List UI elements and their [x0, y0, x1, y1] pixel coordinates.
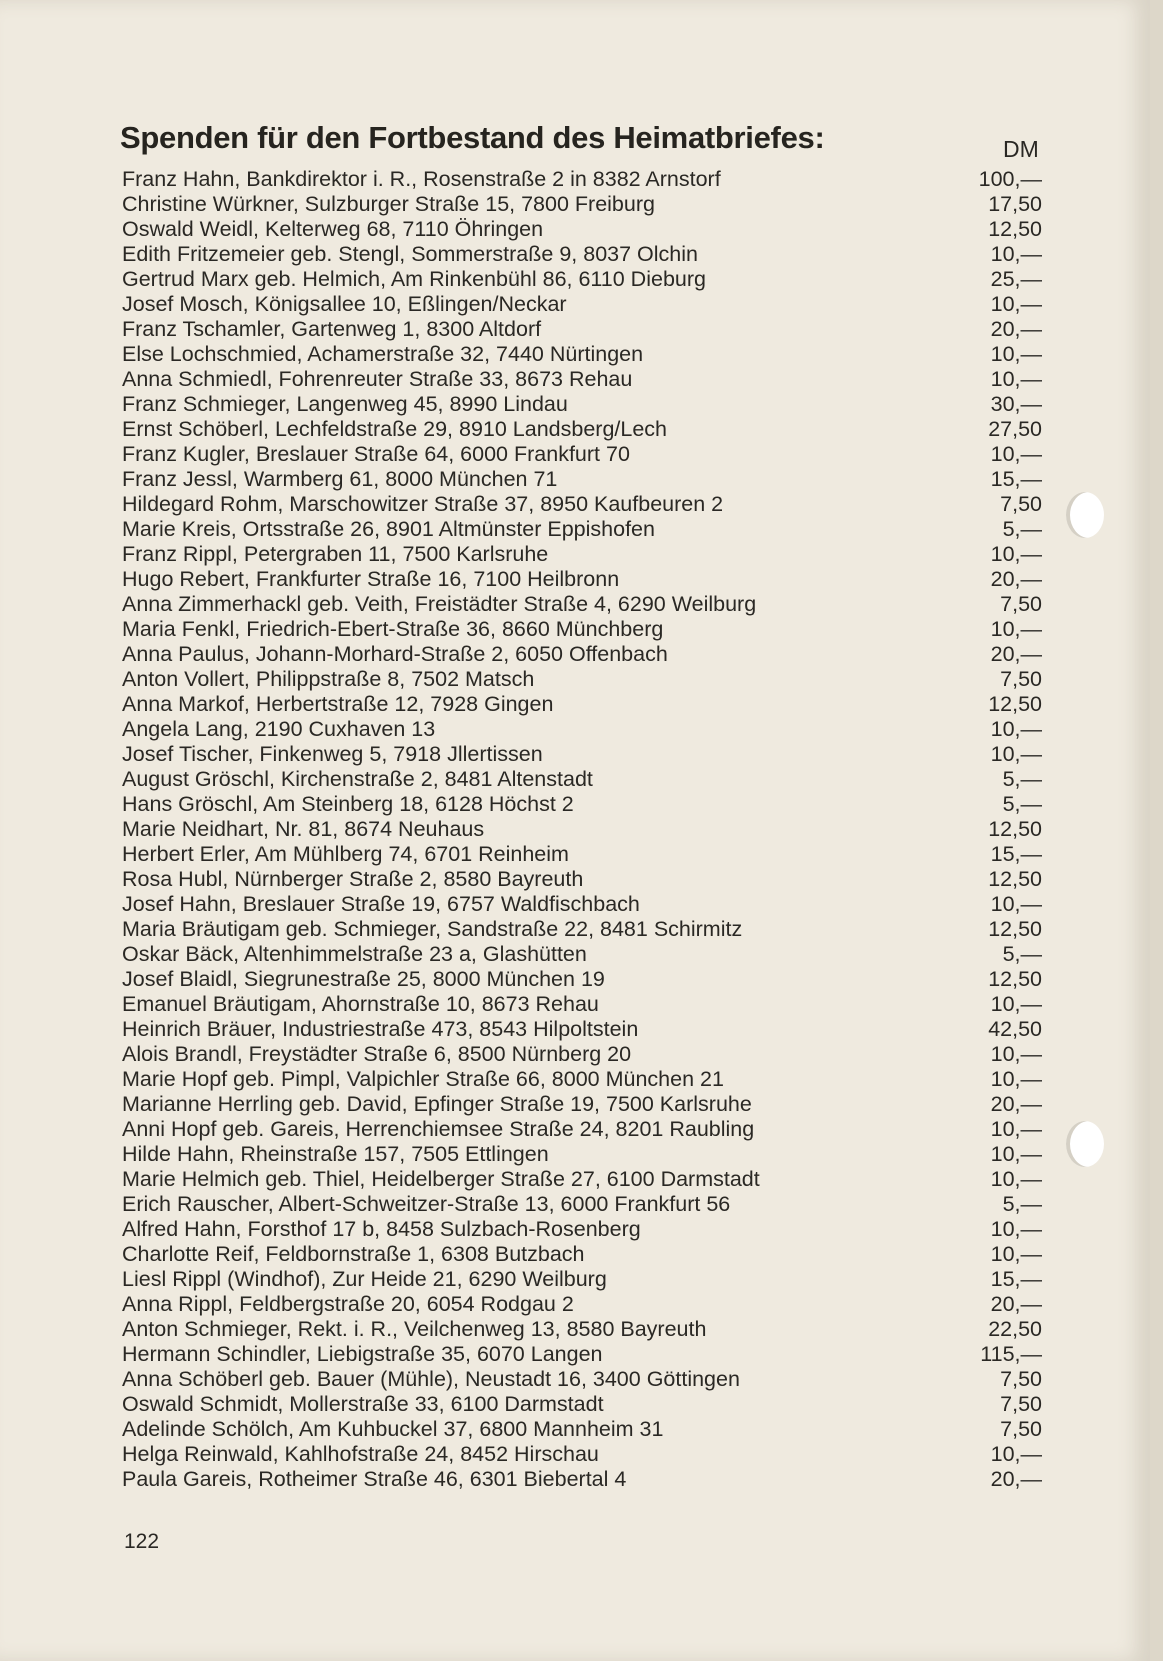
donation-amount: 5,—: [1002, 767, 1042, 791]
donor-name: Anna Markof, Herbertstraße 12, 7928 Gingen: [122, 692, 554, 716]
donation-amount: 100,—: [978, 167, 1042, 191]
donation-amount: 17,50: [988, 192, 1042, 216]
donor-name: Gertrud Marx geb. Helmich, Am Rinkenbühl 86, 6110 Dieburg: [122, 267, 706, 291]
donor-name: Anton Vollert, Philippstraße 8, 7502 Matsch: [122, 667, 535, 691]
donor-name: Maria Fenkl, Friedrich-Ebert-Straße 36, 8660 Münchberg: [122, 617, 664, 641]
donation-amount: 12,50: [988, 967, 1042, 991]
donation-amount: 10,—: [990, 892, 1042, 916]
donation-amount: 42,50: [988, 1017, 1042, 1041]
donation-row: [122, 292, 1042, 317]
donation-amount: 10,—: [990, 742, 1042, 766]
donation-amount: 10,—: [990, 342, 1042, 366]
donor-name: Josef Blaidl, Siegrunestraße 25, 8000 München 19: [122, 967, 605, 991]
donor-name: Oskar Bäck, Altenhimmelstraße 23 a, Glashütten: [122, 942, 587, 966]
donation-row: [122, 342, 1042, 367]
donation-amount: 10,—: [990, 1142, 1042, 1166]
donor-name: Charlotte Reif, Feldbornstraße 1, 6308 Butzbach: [122, 1242, 585, 1266]
donor-name: Edith Fritzemeier geb. Stengl, Sommerstraße 9, 8037 Olchin: [122, 242, 698, 266]
donation-row: [122, 417, 1042, 442]
donation-amount: 12,50: [988, 692, 1042, 716]
donor-name: Anna Rippl, Feldbergstraße 20, 6054 Rodgau 2: [122, 1292, 574, 1316]
donation-amount: 10,—: [990, 617, 1042, 641]
donation-amount: 10,—: [990, 542, 1042, 566]
donation-row: [122, 1267, 1042, 1292]
donor-name: Hildegard Rohm, Marschowitzer Straße 37, 8950 Kaufbeuren 2: [122, 492, 724, 516]
donation-amount: 7,50: [1000, 492, 1042, 516]
donation-row: [122, 1167, 1042, 1192]
donation-row: [122, 1142, 1042, 1167]
donor-name: Hans Gröschl, Am Steinberg 18, 6128 Höchst 2: [122, 792, 574, 816]
donation-row: [122, 317, 1042, 342]
donor-name: Franz Tschamler, Gartenweg 1, 8300 Altdorf: [122, 317, 542, 341]
page-title: Spenden für den Fortbestand des Heimatbriefes:: [120, 120, 825, 155]
donation-row: [122, 1117, 1042, 1142]
donation-amount: 27,50: [988, 417, 1042, 441]
donation-amount: 10,—: [990, 1442, 1042, 1466]
donation-amount: 10,—: [990, 292, 1042, 316]
donation-row: [122, 817, 1042, 842]
donation-row: [122, 1317, 1042, 1342]
donation-amount: 12,50: [988, 217, 1042, 241]
donor-name: Anni Hopf geb. Gareis, Herrenchiemsee Straße 24, 8201 Raubling: [122, 1117, 755, 1141]
donation-row: [122, 517, 1042, 542]
donation-amount: 10,—: [990, 1217, 1042, 1241]
donor-name: Franz Kugler, Breslauer Straße 64, 6000 Frankfurt 70: [122, 442, 630, 466]
donation-row: [122, 442, 1042, 467]
donation-amount: 10,—: [990, 717, 1042, 741]
donor-name: August Gröschl, Kirchenstraße 2, 8481 Altenstadt: [122, 767, 593, 791]
donor-name: Maria Bräutigam geb. Schmieger, Sandstraße 22, 8481 Schirmitz: [122, 917, 743, 941]
donation-row: [122, 992, 1042, 1017]
donor-name: Angela Lang, 2190 Cuxhaven 13: [122, 717, 436, 741]
donation-row: [122, 942, 1042, 967]
donor-name: Hilde Hahn, Rheinstraße 157, 7505 Ettlingen: [122, 1142, 549, 1166]
donor-name: Rosa Hubl, Nürnberger Straße 2, 8580 Bayreuth: [122, 867, 584, 891]
donor-name: Josef Tischer, Finkenweg 5, 7918 Jllertissen: [122, 742, 543, 766]
donation-row: [122, 967, 1042, 992]
donor-name: Paula Gareis, Rotheimer Straße 46, 6301 Biebertal 4: [122, 1467, 627, 1491]
donation-row: [122, 1242, 1042, 1267]
donation-row: [122, 1392, 1042, 1417]
donor-name: Emanuel Bräutigam, Ahornstraße 10, 8673 Rehau: [122, 992, 599, 1016]
donor-name: Heinrich Bräuer, Industriestraße 473, 8543 Hilpoltstein: [122, 1017, 639, 1041]
donor-name: Anna Schöberl geb. Bauer (Mühle), Neustadt 16, 3400 Göttingen: [122, 1367, 740, 1391]
donation-amount: 115,—: [980, 1342, 1042, 1366]
donor-name: Franz Schmieger, Langenweg 45, 8990 Lindau: [122, 392, 568, 416]
donor-name: Anna Paulus, Johann-Morhard-Straße 2, 6050 Offenbach: [122, 642, 668, 666]
donor-name: Oswald Schmidt, Mollerstraße 33, 6100 Darmstadt: [122, 1392, 604, 1416]
donation-amount: 20,—: [990, 1092, 1042, 1116]
donation-amount: 10,—: [990, 367, 1042, 391]
donation-row: [122, 592, 1042, 617]
donation-amount: 10,—: [990, 442, 1042, 466]
donation-row: [122, 242, 1042, 267]
donor-name: Franz Rippl, Petergraben 11, 7500 Karlsruhe: [122, 542, 549, 566]
donation-row: [122, 1217, 1042, 1242]
donation-row: [122, 717, 1042, 742]
donation-amount: 10,—: [990, 242, 1042, 266]
donation-amount: 5,—: [1002, 792, 1042, 816]
donation-amount: 15,—: [990, 467, 1042, 491]
donation-amount: 7,50: [1000, 1392, 1042, 1416]
donation-row: [122, 692, 1042, 717]
donation-row: [122, 742, 1042, 767]
donation-amount: 22,50: [988, 1317, 1042, 1341]
donor-name: Oswald Weidl, Kelterweg 68, 7110 Öhringen: [122, 217, 544, 241]
donor-name: Josef Hahn, Breslauer Straße 19, 6757 Waldfischbach: [122, 892, 640, 916]
donor-name: Franz Jessl, Warmberg 61, 8000 München 71: [122, 467, 558, 491]
donation-amount: 20,—: [990, 1292, 1042, 1316]
donation-amount: 5,—: [1002, 517, 1042, 541]
donation-row: [122, 467, 1042, 492]
donor-name: Josef Mosch, Königsallee 10, Eßlingen/Neckar: [122, 292, 567, 316]
donation-amount: 5,—: [1002, 1192, 1042, 1216]
donor-name: Marie Neidhart, Nr. 81, 8674 Neuhaus: [122, 817, 485, 841]
donation-amount: 20,—: [990, 567, 1042, 591]
donation-row: [122, 642, 1042, 667]
donor-name: Herbert Erler, Am Mühlberg 74, 6701 Reinheim: [122, 842, 569, 866]
donation-row: [122, 917, 1042, 942]
donation-amount: 12,50: [988, 817, 1042, 841]
donor-name: Liesl Rippl (Windhof), Zur Heide 21, 6290 Weilburg: [122, 1267, 607, 1291]
donation-row: [122, 792, 1042, 817]
donation-row: [122, 1417, 1042, 1442]
donor-name: Else Lochschmied, Achamerstraße 32, 7440 Nürtingen: [122, 342, 644, 366]
donation-row: [122, 1467, 1042, 1492]
donation-amount: 10,—: [990, 1042, 1042, 1066]
donation-row: [122, 1192, 1042, 1217]
donor-name: Ernst Schöberl, Lechfeldstraße 29, 8910 Landsberg/Lech: [122, 417, 668, 441]
donation-row: [122, 767, 1042, 792]
donation-row: [122, 217, 1042, 242]
donation-row: [122, 1017, 1042, 1042]
donor-name: Helga Reinwald, Kahlhofstraße 24, 8452 Hirschau: [122, 1442, 599, 1466]
donor-name: Alfred Hahn, Forsthof 17 b, 8458 Sulzbach-Rosenberg: [122, 1217, 641, 1241]
donation-amount: 5,—: [1002, 942, 1042, 966]
donation-amount: 10,—: [990, 1117, 1042, 1141]
donation-row: [122, 567, 1042, 592]
donation-row: [122, 367, 1042, 392]
donor-name: Erich Rauscher, Albert-Schweitzer-Straße 13, 6000 Frankfurt 56: [122, 1192, 731, 1216]
donation-amount: 15,—: [990, 842, 1042, 866]
donation-list: [122, 167, 1042, 1492]
donation-amount: 12,50: [988, 867, 1042, 891]
donation-amount: 20,—: [990, 317, 1042, 341]
donor-name: Adelinde Schölch, Am Kuhbuckel 37, 6800 Mannheim 31: [122, 1417, 664, 1441]
donor-name: Marie Kreis, Ortsstraße 26, 8901 Altmünster Eppishofen: [122, 517, 655, 541]
donation-row: [122, 1367, 1042, 1392]
donation-amount: 20,—: [990, 1467, 1042, 1491]
donor-name: Marie Hopf geb. Pimpl, Valpichler Straße 66, 8000 München 21: [122, 1067, 724, 1091]
donor-name: Anton Schmieger, Rekt. i. R., Veilchenweg 13, 8580 Bayreuth: [122, 1317, 707, 1341]
donation-row: [122, 492, 1042, 517]
punch-hole: [1066, 492, 1104, 538]
punch-hole: [1066, 1121, 1104, 1167]
donation-amount: 20,—: [990, 642, 1042, 666]
donation-row: [122, 842, 1042, 867]
donation-row: [122, 892, 1042, 917]
donor-name: Hermann Schindler, Liebigstraße 35, 6070 Langen: [122, 1342, 603, 1366]
donor-name: Marie Helmich geb. Thiel, Heidelberger Straße 27, 6100 Darmstadt: [122, 1167, 760, 1191]
donation-row: [122, 1042, 1042, 1067]
donation-amount: 7,50: [1000, 667, 1042, 691]
donation-amount: 12,50: [988, 917, 1042, 941]
donation-row: [122, 1092, 1042, 1117]
donation-amount: 10,—: [990, 992, 1042, 1016]
donation-row: [122, 617, 1042, 642]
donation-amount: 7,50: [1000, 1417, 1042, 1441]
donation-row: [122, 1292, 1042, 1317]
currency-header: DM: [1003, 136, 1039, 162]
donor-name: Hugo Rebert, Frankfurter Straße 16, 7100 Heilbronn: [122, 567, 620, 591]
donor-name: Anna Schmiedl, Fohrenreuter Straße 33, 8673 Rehau: [122, 367, 633, 391]
donation-row: [122, 542, 1042, 567]
donor-name: Anna Zimmerhackl geb. Veith, Freistädter Straße 4, 6290 Weilburg: [122, 592, 757, 616]
donor-name: Franz Hahn, Bankdirektor i. R., Rosenstraße 2 in 8382 Arnstorf: [122, 167, 721, 191]
page-number: 122: [124, 1530, 160, 1553]
donation-amount: 7,50: [1000, 1367, 1042, 1391]
donation-amount: 15,—: [990, 1267, 1042, 1291]
donation-row: [122, 167, 1042, 192]
donation-row: [122, 267, 1042, 292]
donor-name: Christine Würkner, Sulzburger Straße 15, 7800 Freiburg: [122, 192, 655, 216]
donor-name: Alois Brandl, Freystädter Straße 6, 8500 Nürnberg 20: [122, 1042, 632, 1066]
donation-amount: 10,—: [990, 1067, 1042, 1091]
donation-amount: 30,—: [990, 392, 1042, 416]
donation-row: [122, 667, 1042, 692]
donation-row: [122, 392, 1042, 417]
donation-row: [122, 867, 1042, 892]
donation-row: [122, 192, 1042, 217]
donation-amount: 10,—: [990, 1242, 1042, 1266]
donation-row: [122, 1067, 1042, 1092]
donation-row: [122, 1342, 1042, 1367]
donor-name: Marianne Herrling geb. David, Epfinger Straße 19, 7500 Karlsruhe: [122, 1092, 752, 1116]
donation-amount: 25,—: [990, 267, 1042, 291]
donation-amount: 10,—: [990, 1167, 1042, 1191]
donation-row: [122, 1442, 1042, 1467]
donation-amount: 7,50: [1000, 592, 1042, 616]
